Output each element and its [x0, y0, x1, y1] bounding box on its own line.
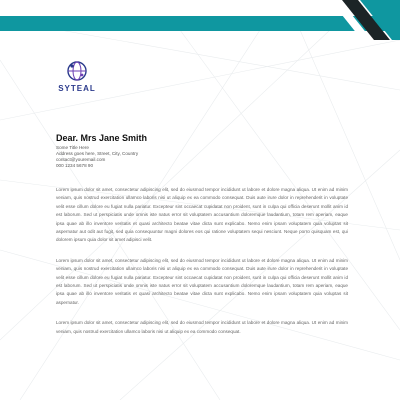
logo-wordmark: SYTEAL [58, 84, 96, 93]
recipient-address: Address goes here, Street, City, Country [56, 151, 139, 157]
recipient-salutation: Dear. Mrs Jane Smith [56, 133, 148, 143]
body-paragraph-1: Lorem ipsum dolor sit amet, consectetur adipiscing elit, sed do eiusmod tempor incididunt ut labore et dolore magna aliqua. Ut enim ad minim veniam, quis nostrud exercitation ullamco laboris nisi ut aliquip ex ea commodo consequat. Duis aute irure dolor in reprehenderit in voluptate velit esse cillum dolore eu fugiat nulla pariatur. Excepteur sint occaecat cupidatat non proident, sunt in culpa qui officia deserunt mollit anim id est laborum. Sed ut perspiciatis unde omnis iste natus error sit voluptatem accusantium doloremque laudantium, totam rem aperiam, eaque ipsa quae ab illo inventore veritatis et quasi architecto beatae vitae dicta sunt explicabo. Nemo enim ipsam voluptatem quia voluptas sit aspernatur aut odit aut fugit, sed quia consequuntur magni dolores eos qui ratione voluptatem sequi nesciunt. Neque porro quisquam est, qui dolorem ipsum quia dolor sit amet adipisci velit. [56, 187, 348, 243]
recipient-title: Some Title Here [56, 145, 89, 150]
teal-band [0, 16, 400, 31]
company-logo [56, 60, 98, 93]
recipient-email: contact@youremail.com [56, 157, 106, 163]
letter-body [56, 186, 348, 348]
recipient-block [56, 133, 356, 169]
recipient-phone: 000 1234 5678 90 [56, 163, 94, 169]
header-band [0, 0, 400, 40]
body-paragraph-3: Lorem ipsum dolor sit amet, consectetur adipiscing elit, sed do eiusmod tempor incididunt ut labore et dolore magna aliqua. Ut enim ad minim veniam, quis nostrud exercitation ullamco laboris nisi ut aliquip ex ea commodo consequat. [56, 320, 348, 334]
body-paragraph-2: Lorem ipsum dolor sit amet, consectetur adipiscing elit, sed do eiusmod tempor incididunt ut labore et dolore magna aliqua. Ut enim ad minim veniam, quis nostrud exercitation ullamco laboris nisi ut aliquip ex ea commodo consequat. Duis aute irure dolor in reprehenderit in voluptate velit esse cillum dolore eu fugiat nulla pariatur. Excepteur sint occaecat cupidatat non proident, sunt in culpa qui officia deserunt mollit anim id est laborum. Sed ut perspiciatis unde omnis iste natus error sit voluptatem accusantium doloremque laudantium, totam rem aperiam, eaque ipsa quae ab illo inventore veritatis et quasi architecto beatae vitae dicta sunt explicabo. Nemo enim ipsam voluptatem quia voluptas sit aspernatur. [56, 257, 348, 305]
syteal-globe-icon [66, 60, 88, 82]
